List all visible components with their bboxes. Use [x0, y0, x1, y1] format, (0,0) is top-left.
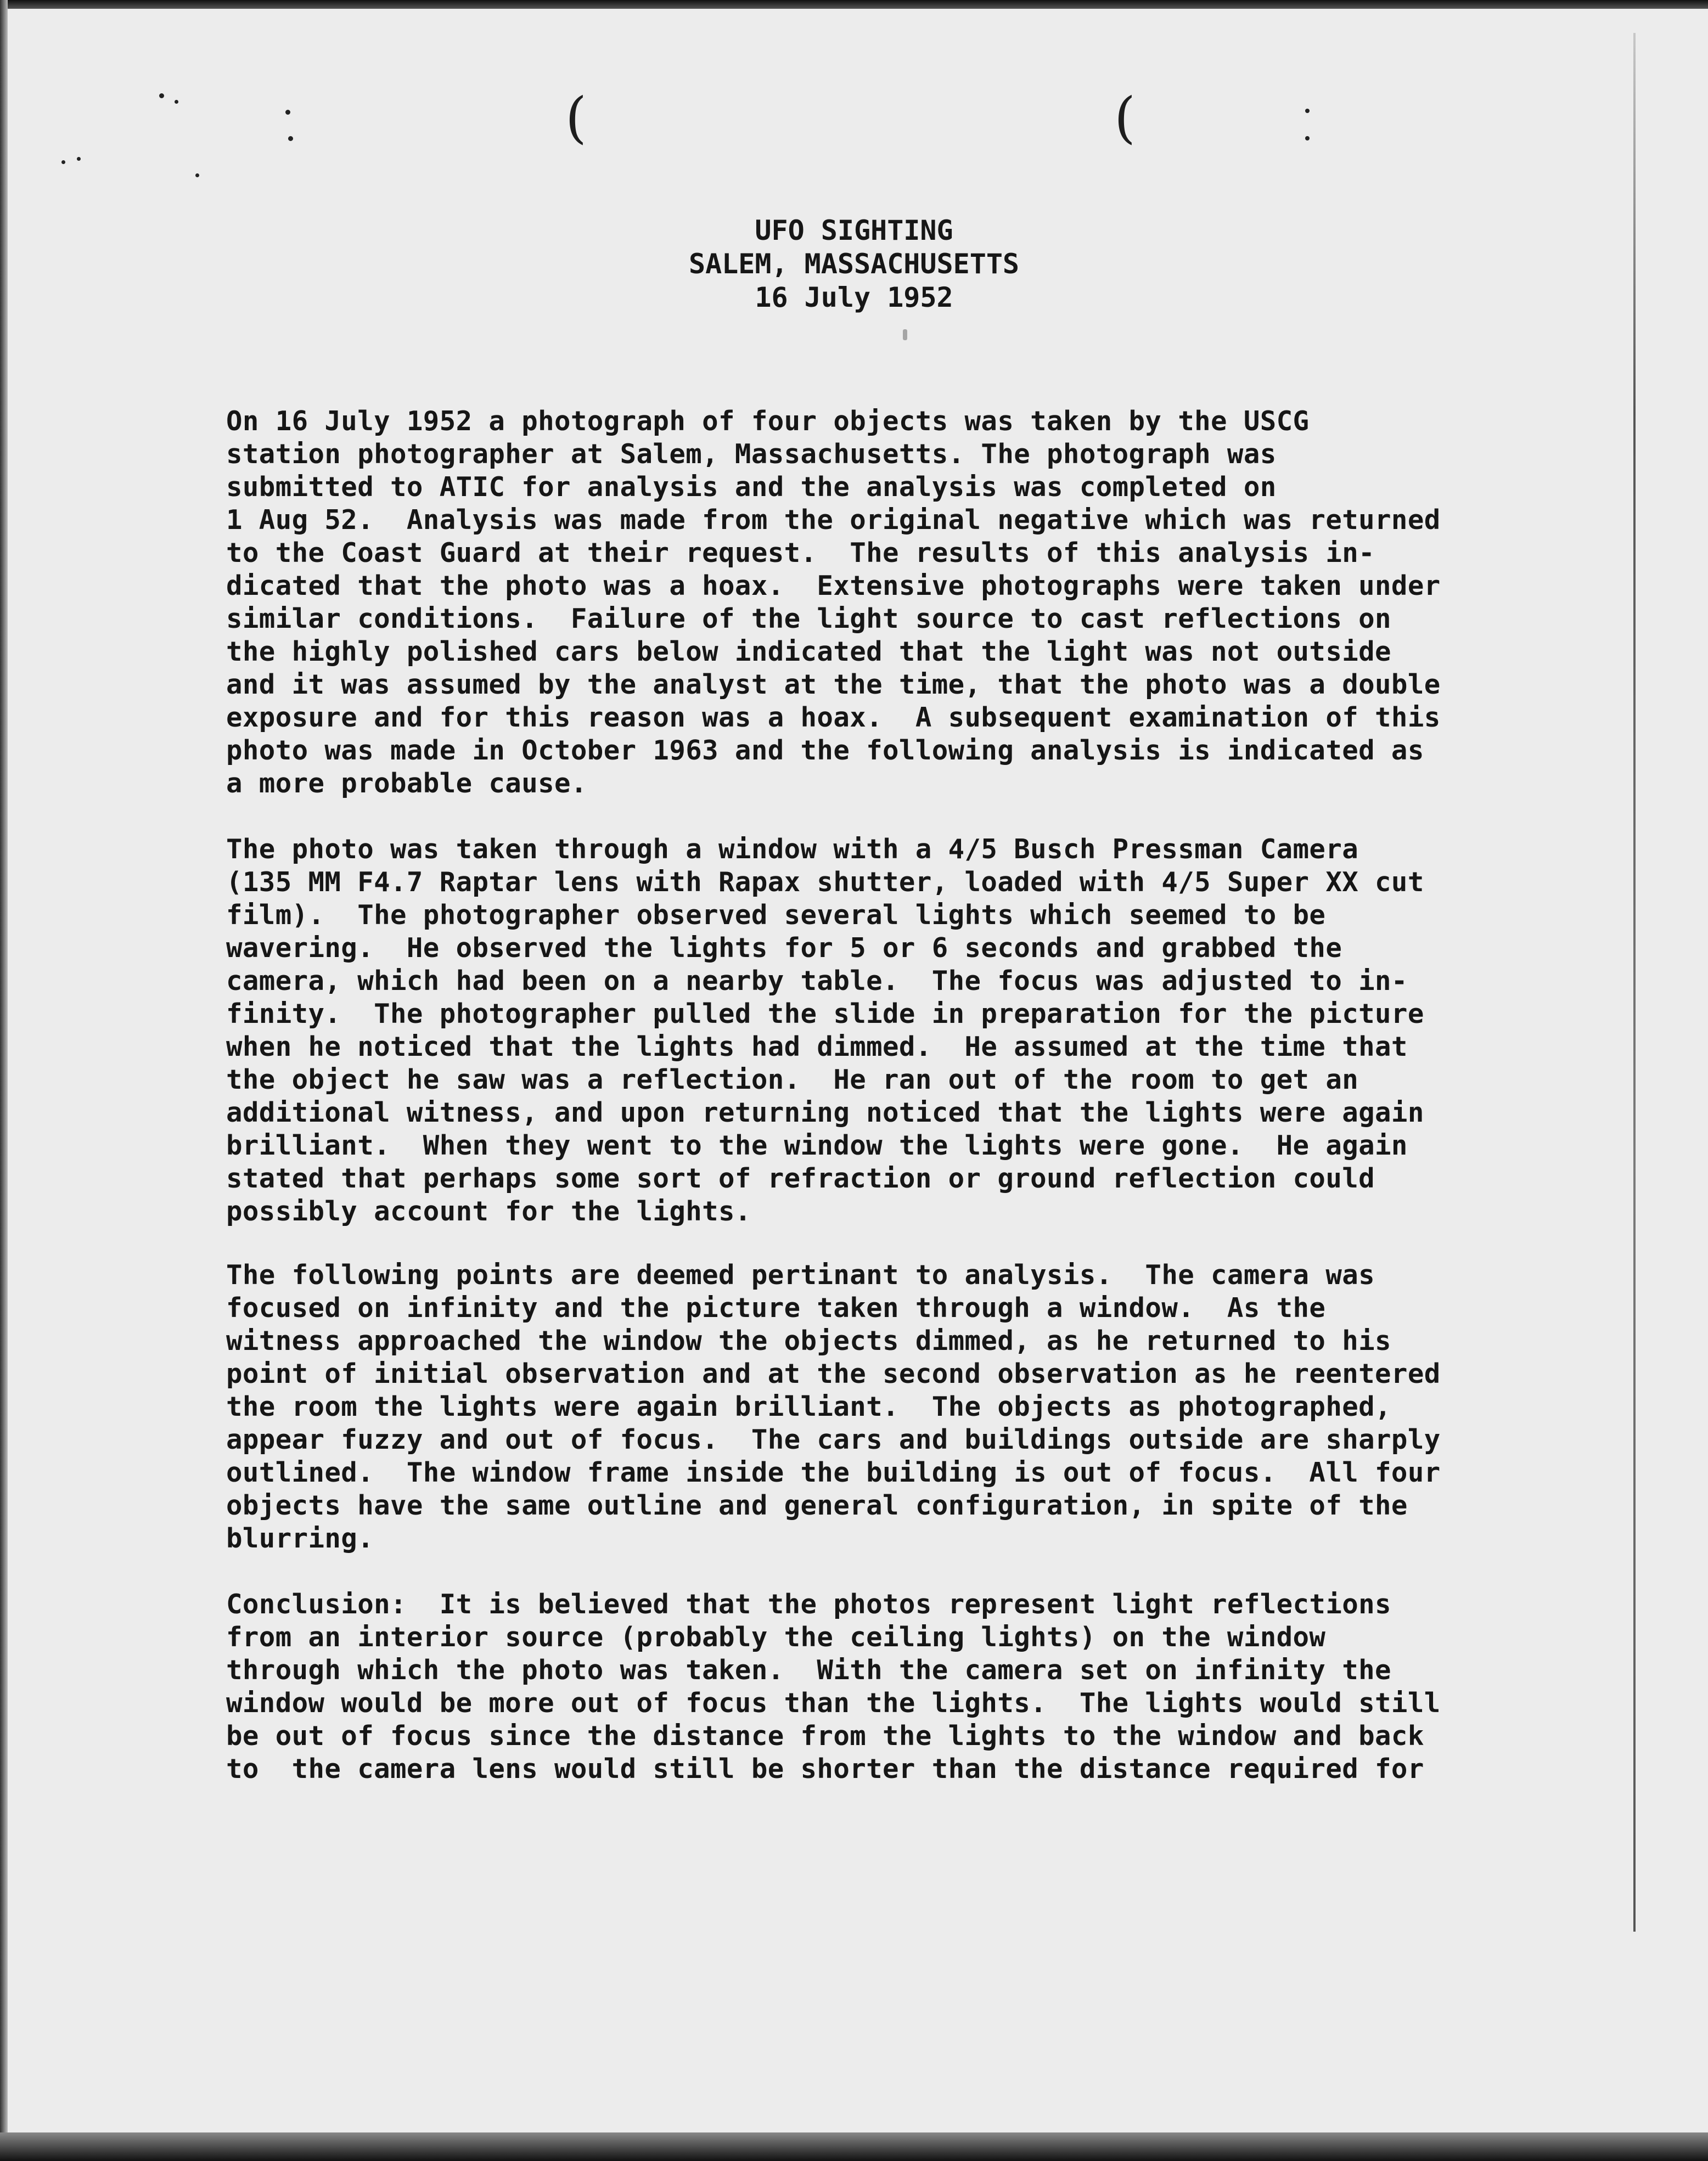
text-line: a more probable cause.: [226, 768, 587, 799]
text-line: finity. The photographer pulled the slide in preparation for the picture: [226, 998, 1424, 1029]
text-line: the room the lights were again brilliant. The objects as photographed,: [226, 1391, 1391, 1422]
text-line: appear fuzzy and out of focus. The cars and buildings outside are sharply: [226, 1424, 1441, 1455]
text-line: (135 MM F4.7 Raptar lens with Rapax shutter, loaded with 4/5 Super XX cut: [226, 866, 1424, 898]
text-line: from an interior source (probably the ceiling lights) on the window: [226, 1622, 1326, 1653]
text-line: window would be more out of focus than the lights. The lights would still: [226, 1687, 1441, 1719]
scan-speck: [77, 157, 81, 161]
text-line: when he noticed that the lights had dimmed. He assumed at the time that: [226, 1031, 1408, 1062]
scan-speck: [288, 136, 293, 141]
text-line: outlined. The window frame inside the building is out of focus. All four: [226, 1457, 1441, 1488]
scan-speck: [175, 100, 178, 104]
paragraph-photo-circumstances: [226, 833, 1477, 1228]
scan-speck: [159, 93, 164, 98]
header-title: UFO SIGHTING: [755, 215, 953, 246]
text-line: possibly account for the lights.: [226, 1196, 751, 1227]
text-line: Conclusion: It is believed that the photos represent light reflections: [226, 1589, 1391, 1620]
text-line: similar conditions. Failure of the light source to cast reflections on: [226, 603, 1391, 634]
text-line: and it was assumed by the analyst at the time, that the photo was a double: [226, 669, 1441, 700]
paragraph-analysis-points: [226, 1259, 1477, 1555]
scan-bottom-edge: [0, 2132, 1708, 2161]
text-line: 1 Aug 52. Analysis was made from the original negative which was returned: [226, 504, 1441, 536]
paragraph-sighting-summary: [226, 405, 1477, 800]
text-line: blurring.: [226, 1523, 374, 1554]
text-line: The following points are deemed pertinant to analysis. The camera was: [226, 1259, 1375, 1291]
text-line: On 16 July 1952 a photograph of four objects was taken by the USCG: [226, 406, 1310, 437]
text-line: additional witness, and upon returning noticed that the lights were again: [226, 1097, 1424, 1128]
text-line: to the Coast Guard at their request. The results of this analysis in-: [226, 537, 1375, 569]
scan-speck: [285, 110, 290, 115]
margin-paren-right: (: [1114, 86, 1136, 150]
paragraph-conclusion: [226, 1588, 1477, 1786]
text-line: station photographer at Salem, Massachusetts. The photograph was: [226, 438, 1277, 470]
text-line: point of initial observation and at the second observation as he reentered: [226, 1358, 1441, 1389]
text-line: film). The photographer observed several lights which seemed to be: [226, 899, 1326, 931]
scan-left-edge: [0, 0, 8, 2161]
text-line: camera, which had been on a nearby table. The focus was adjusted to in-: [226, 965, 1408, 997]
scan-right-rule: [1633, 33, 1636, 1932]
text-line: be out of focus since the distance from the lights to the window and back: [226, 1720, 1424, 1752]
scan-speck: [195, 173, 199, 177]
text-line: dicated that the photo was a hoax. Extensive photographs were taken under: [226, 570, 1441, 601]
text-line: brilliant. When they went to the window the lights were gone. He again: [226, 1130, 1408, 1161]
document-header: [0, 214, 1708, 314]
scan-speck: [1305, 136, 1310, 140]
text-line: to the camera lens would still be shorter than the distance required for: [226, 1753, 1424, 1785]
text-line: stated that perhaps some sort of refraction or ground reflection could: [226, 1163, 1375, 1194]
text-line: wavering. He observed the lights for 5 or 6 seconds and grabbed the: [226, 932, 1342, 964]
text-line: submitted to ATIC for analysis and the analysis was completed on: [226, 471, 1277, 503]
text-line: exposure and for this reason was a hoax. A subsequent examination of this: [226, 702, 1441, 733]
text-line: the highly polished cars below indicated that the light was not outside: [226, 636, 1391, 667]
scan-speck: [1305, 109, 1310, 113]
scan-top-edge: [0, 0, 1708, 9]
text-line: the object he saw was a reflection. He ran out of the room to get an: [226, 1064, 1359, 1095]
text-line: through which the photo was taken. With the camera set on infinity the: [226, 1654, 1391, 1686]
text-line: The photo was taken through a window with a 4/5 Busch Pressman Camera: [226, 834, 1359, 865]
scan-speck: [903, 329, 907, 340]
margin-paren-left: (: [565, 86, 587, 150]
header-location: SALEM, MASSACHUSETTS: [688, 248, 1020, 280]
scan-speck: [61, 160, 65, 164]
text-line: photo was made in October 1963 and the following analysis is indicated as: [226, 735, 1424, 766]
text-line: witness approached the window the objects dimmed, as he returned to his: [226, 1325, 1391, 1357]
text-line: focused on infinity and the picture taken through a window. As the: [226, 1292, 1326, 1324]
header-date: 16 July 1952: [755, 282, 953, 313]
text-line: objects have the same outline and general configuration, in spite of the: [226, 1490, 1408, 1521]
